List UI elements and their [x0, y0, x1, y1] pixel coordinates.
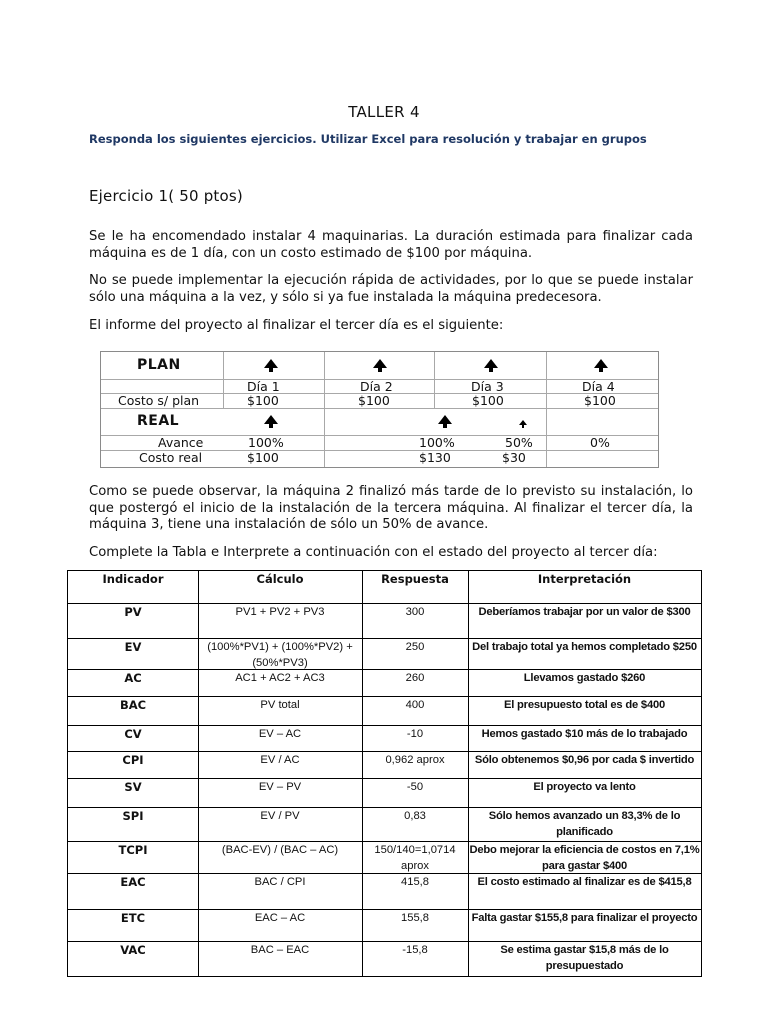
avance-value: 100%: [419, 435, 455, 450]
calculation-cell: EV / PV: [260, 810, 300, 822]
answer-cell: 0,962 aprox: [385, 754, 445, 766]
calculation-cell: (BAC-EV) / (BAC – AC): [221, 844, 339, 856]
header-respuesta: Respuesta: [381, 572, 449, 586]
table-row: [68, 751, 701, 778]
costo-plan-value: $100: [584, 393, 616, 408]
interpretation-cell: Del trabajo total ya hemos completado $250: [472, 641, 697, 653]
paragraph-intro: Se le ha encomendado instalar 4 maquinarias. La duración estimada para finalizar cada máquina es de 1 día, con un costo estimado de $100 por máquina.: [89, 229, 693, 261]
calculation-cell: EV – PV: [258, 781, 302, 793]
header-interpretacion: Interpretación: [537, 572, 632, 586]
paragraph-task: Complete la Tabla e Interprete a continuación con el estado del proyecto al tercer día:: [89, 545, 658, 560]
table-row: [68, 638, 701, 669]
header-calculo: Cálculo: [256, 572, 304, 586]
interpretation-cell: Debo mejorar la eficiencia de costos en 7,1% para gastar $400: [469, 844, 700, 872]
day-4-header: Día 4: [582, 379, 615, 394]
calculation-cell: AC1 + AC2 + AC3: [235, 672, 325, 684]
answer-cell: 400: [405, 699, 425, 711]
table-row: [68, 725, 701, 751]
indicator-cell: ETC: [120, 911, 146, 925]
answer-cell: 250: [405, 641, 425, 653]
answer-cell: 0,83: [404, 810, 426, 822]
paragraph-constraint: No se puede implementar la ejecución rápida de actividades, por lo que se puede instalar sólo una máquina a la vez, y sólo si ya fue instalada la máquina predecesora.: [89, 273, 693, 305]
indicator-cell: EAC: [120, 875, 146, 889]
costo-plan-value: $100: [358, 393, 390, 408]
interpretation-cell: Falta gastar $155,8 para finalizar el proyecto: [471, 912, 698, 924]
answer-cell: -10: [406, 728, 424, 740]
answer-cell: 415,8: [401, 876, 429, 888]
day-2-header: Día 2: [360, 379, 393, 394]
interpretation-cell: Deberíamos trabajar por un valor de $300: [478, 606, 691, 618]
indicator-cell: AC: [124, 671, 142, 685]
indicator-cell: BAC: [119, 698, 147, 712]
calculation-cell: BAC / CPI: [254, 876, 306, 888]
answer-cell: 300: [405, 606, 425, 618]
calculation-cell: PV1 + PV2 + PV3: [235, 606, 325, 618]
indicator-cell: SV: [124, 780, 142, 794]
indicator-cell: EV: [124, 640, 142, 654]
header-indicador: Indicador: [102, 572, 164, 586]
avance-value: 50%: [505, 435, 533, 450]
indicator-cell: CPI: [122, 753, 144, 767]
indicator-cell: PV: [124, 605, 142, 619]
paragraph-observation: Como se puede observar, la máquina 2 finalizó más tarde de lo previsto su instalación, lo que postergó el inicio de la instalación de la tercera máquina. Al finalizar el tercer día, la máquina 3, tiene una instalación de sólo un 50% de avance.: [89, 484, 693, 532]
costo-real-value: $100: [247, 450, 279, 465]
instructions: Responda los siguientes ejercicios. Utilizar Excel para resolución y trabajar en grupos: [89, 132, 647, 146]
costo-real-label: Costo real: [139, 450, 203, 465]
table-row: [68, 941, 701, 976]
indicator-cell: CV: [124, 727, 142, 741]
answer-cell: 260: [405, 672, 425, 684]
table-row: [68, 696, 701, 725]
exercise-heading: Ejercicio 1( 50 ptos): [89, 187, 243, 205]
plan-real-table: [100, 351, 659, 468]
calculation-cell: (100%*PV1) + (100%*PV2) + (50%*PV3): [207, 641, 353, 669]
table-row: [68, 778, 701, 807]
day-1-header: Día 1: [247, 379, 280, 394]
table-row: [68, 603, 701, 638]
indicator-cell: TCPI: [118, 843, 148, 857]
day-3-header: Día 3: [471, 379, 504, 394]
table-row: [68, 909, 701, 941]
page-title: TALLER 4: [348, 103, 420, 121]
indicators-table: [67, 570, 702, 977]
calculation-cell: EV – AC: [258, 728, 302, 740]
table-row: [68, 873, 701, 909]
costo-plan-value: $100: [472, 393, 504, 408]
real-label: REAL: [137, 413, 180, 429]
answer-cell: 150/140=1,0714 aprox: [374, 844, 456, 872]
interpretation-cell: El presupuesto total es de $400: [503, 699, 666, 711]
interpretation-cell: Hemos gastado $10 más de lo trabajado: [481, 728, 688, 740]
answer-cell: -15,8: [402, 944, 428, 956]
indicator-cell: SPI: [122, 809, 144, 823]
interpretation-cell: Llevamos gastado $260: [523, 672, 646, 684]
table-row: [68, 841, 701, 873]
costo-plan-value: $100: [247, 393, 279, 408]
plan-label: PLAN: [137, 357, 181, 373]
avance-value: 0%: [590, 435, 610, 450]
indicator-cell: VAC: [120, 943, 146, 957]
interpretation-cell: Se estima gastar $15,8 más de lo presupuestado: [500, 944, 669, 972]
avance-label: Avance: [158, 435, 204, 450]
costo-plan-label: Costo s/ plan: [118, 393, 200, 408]
calculation-cell: EV / AC: [260, 754, 300, 766]
answer-cell: 155,8: [401, 912, 429, 924]
interpretation-cell: El costo estimado al finalizar es de $415,8: [477, 876, 692, 888]
calculation-cell: EAC – AC: [254, 912, 306, 924]
table-row: [68, 669, 701, 696]
calculation-cell: BAC – EAC: [250, 944, 310, 956]
calculation-cell: PV total: [260, 699, 300, 711]
paragraph-report: El informe del proyecto al finalizar el tercer día es el siguiente:: [89, 318, 504, 333]
interpretation-cell: Sólo obtenemos $0,96 por cada $ invertido: [474, 754, 695, 766]
interpretation-cell: Sólo hemos avanzado un 83,3% de lo planificado: [488, 810, 681, 838]
table-row: [68, 807, 701, 841]
avance-value: 100%: [248, 435, 284, 450]
costo-real-value: $30: [502, 450, 526, 465]
costo-real-value: $130: [419, 450, 451, 465]
answer-cell: -50: [406, 781, 424, 793]
interpretation-cell: El proyecto va lento: [533, 781, 636, 793]
